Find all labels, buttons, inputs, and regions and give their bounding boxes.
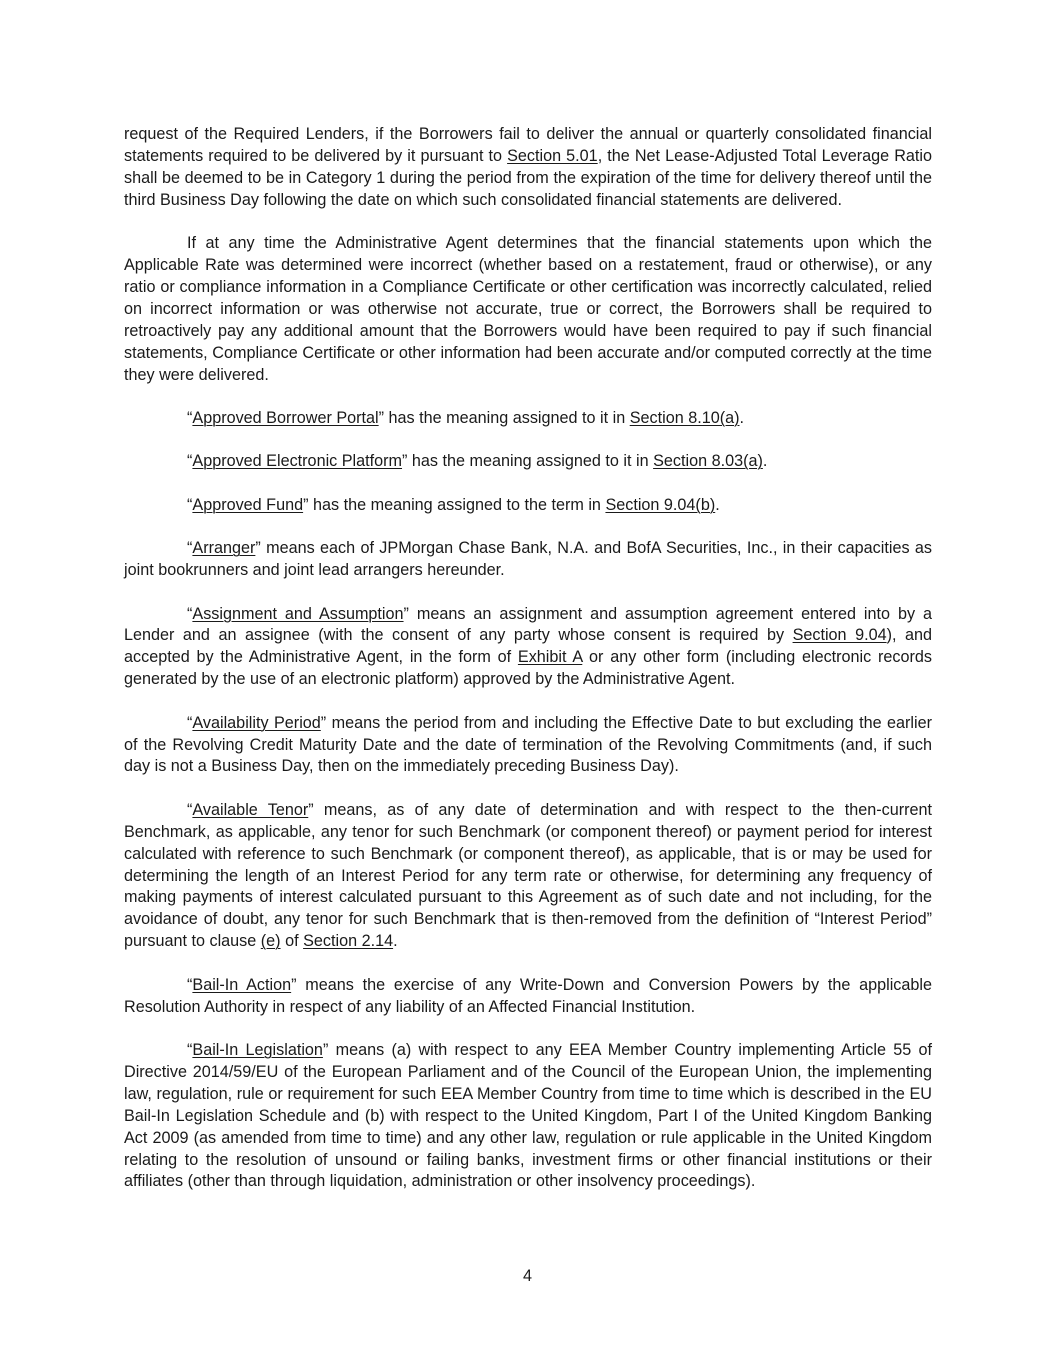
- definition-available-tenor: “Available Tenor” means, as of any date of determination and with respect to the then-current Benchmark, as applicable, any tenor for such Benchmark (or component thereof) or payment period for interest calculated with reference to such Benchmark (or component thereof), as applicable, that is or may be used for determining the length of an Interest Period for any term rate or otherwise, for determining any frequency of making payments of interest calculated pursuant to this Agreement as of such date and not including, for the avoidance of doubt, any tenor for such Benchmark that is then-removed from the definition of “Interest Period” pursuant to clause (e) of Section 2.14.: [124, 800, 932, 951]
- definition-arranger: “Arranger” means each of JPMorgan Chase Bank, N.A. and BofA Securities, Inc., in their capacities as joint bookrunners and joint lead arrangers hereunder.: [124, 539, 932, 580]
- definition-bail-in-action: “Bail-In Action” means the exercise of any Write-Down and Conversion Powers by the applicable Resolution Authority in respect of any liability of an Affected Financial Institution.: [124, 975, 933, 1016]
- definition-approved-borrower-portal: “Approved Borrower Portal” has the meaning assigned to it in Section 8.10(a).: [187, 408, 744, 427]
- definition-bail-in-legislation: “Bail-In Legislation” means (a) with respect to any EEA Member Country implementing Article 55 of Directive 2014/59/EU of the European Parliament and of the Council of the European Union, the implementing law, regulation, rule or requirement for such EEA Member Country from time to time which is described in the EU Bail-In Legislation Schedule and (b) with respect to the United Kingdom, Part I of the United Kingdom Banking Act 2009 (as amended from time to time) and any other law, regulation or rule applicable in the United Kingdom relating to the resolution of unsound or failing banks, investment firms or other financial institutions or their affiliates (other than through liquidation, administration or other insolvency proceedings).: [124, 1041, 932, 1191]
- defined-term: Bail-In Action: [192, 975, 292, 994]
- cross-reference-section-8-10-a: Section 8.10(a): [629, 408, 740, 427]
- cross-reference-section-8-03-a: Section 8.03(a): [653, 452, 763, 471]
- definition-approved-fund: “Approved Fund” has the meaning assigned to the term in Section 9.04(b).: [187, 495, 720, 514]
- cross-reference-section-2-14: Section 2.14: [303, 932, 394, 951]
- definition-availability-period: “Availability Period” means the period from and including the Effective Date to but excluding the earlier of the Revolving Credit Maturity Date and the date of termination of the Revolving Commitments (and, if such day is not a Business Day, then on the immediately preceding Business Day).: [124, 713, 932, 776]
- cross-reference-section-9-04: Section 9.04: [792, 626, 887, 645]
- cross-reference-exhibit-a: Exhibit A: [517, 648, 583, 667]
- defined-term: Bail-In Legislation: [192, 1041, 323, 1059]
- paragraph-incorrect-statements: If at any time the Administrative Agent determines that the financial statements upon which the Applicable Rate was determined were incorrect (whether based on a restatement, fraud or otherwise), or any ratio or compliance information in a Compliance Certificate or other certification was incorrectly calculated, relied on incorrect information or was otherwise not accurate, true or correct, the Borrowers shall be required to retroactively pay any additional amount that the Borrowers would have been required to pay if such financial statements, Compliance Certificate or other information had been accurate and/or computed correctly at the time they were delivered.: [124, 234, 932, 384]
- cross-reference-clause-e: (e): [260, 932, 281, 951]
- definition-assignment-and-assumption: “Assignment and Assumption” means an assignment and assumption agreement entered into by a Lender and an assignee (with the consent of any party whose consent is required by Section 9.04), and accepted by the Administrative Agent, in the form of Exhibit A or any other form (including electronic records generated by the use of an electronic platform) approved by the Administrative Agent.: [124, 604, 932, 689]
- paragraph-applicable-rate-continuation: request of the Required Lenders, if the Borrowers fail to deliver the annual or quarterly consolidated financial statements required to be delivered by it pursuant to Section 5.01, the Net Lease-Adjusted Total Leverage Ratio shall be deemed to be in Category 1 during the period from the expiration of the time for delivery thereof until the third Business Day following the date on which such consolidated financial statements are delivered.: [124, 125, 932, 209]
- page-number: 4: [522, 1267, 532, 1285]
- defined-term: Approved Electronic Platform: [192, 452, 403, 471]
- cross-reference-section-5-01: Section 5.01: [507, 146, 598, 165]
- defined-term: Approved Borrower Portal: [192, 408, 379, 427]
- defined-term: Available Tenor: [192, 800, 309, 819]
- defined-term: Approved Fund: [192, 495, 304, 514]
- definition-approved-electronic-platform: “Approved Electronic Platform” has the meaning assigned to it in Section 8.03(a).: [187, 452, 768, 471]
- document-page: [124, 124, 932, 1215]
- defined-term: Arranger: [192, 539, 256, 558]
- cross-reference-section-9-04-b: Section 9.04(b): [605, 495, 716, 514]
- defined-term: Availability Period: [192, 713, 321, 732]
- defined-term: Assignment and Assumption: [192, 604, 404, 623]
